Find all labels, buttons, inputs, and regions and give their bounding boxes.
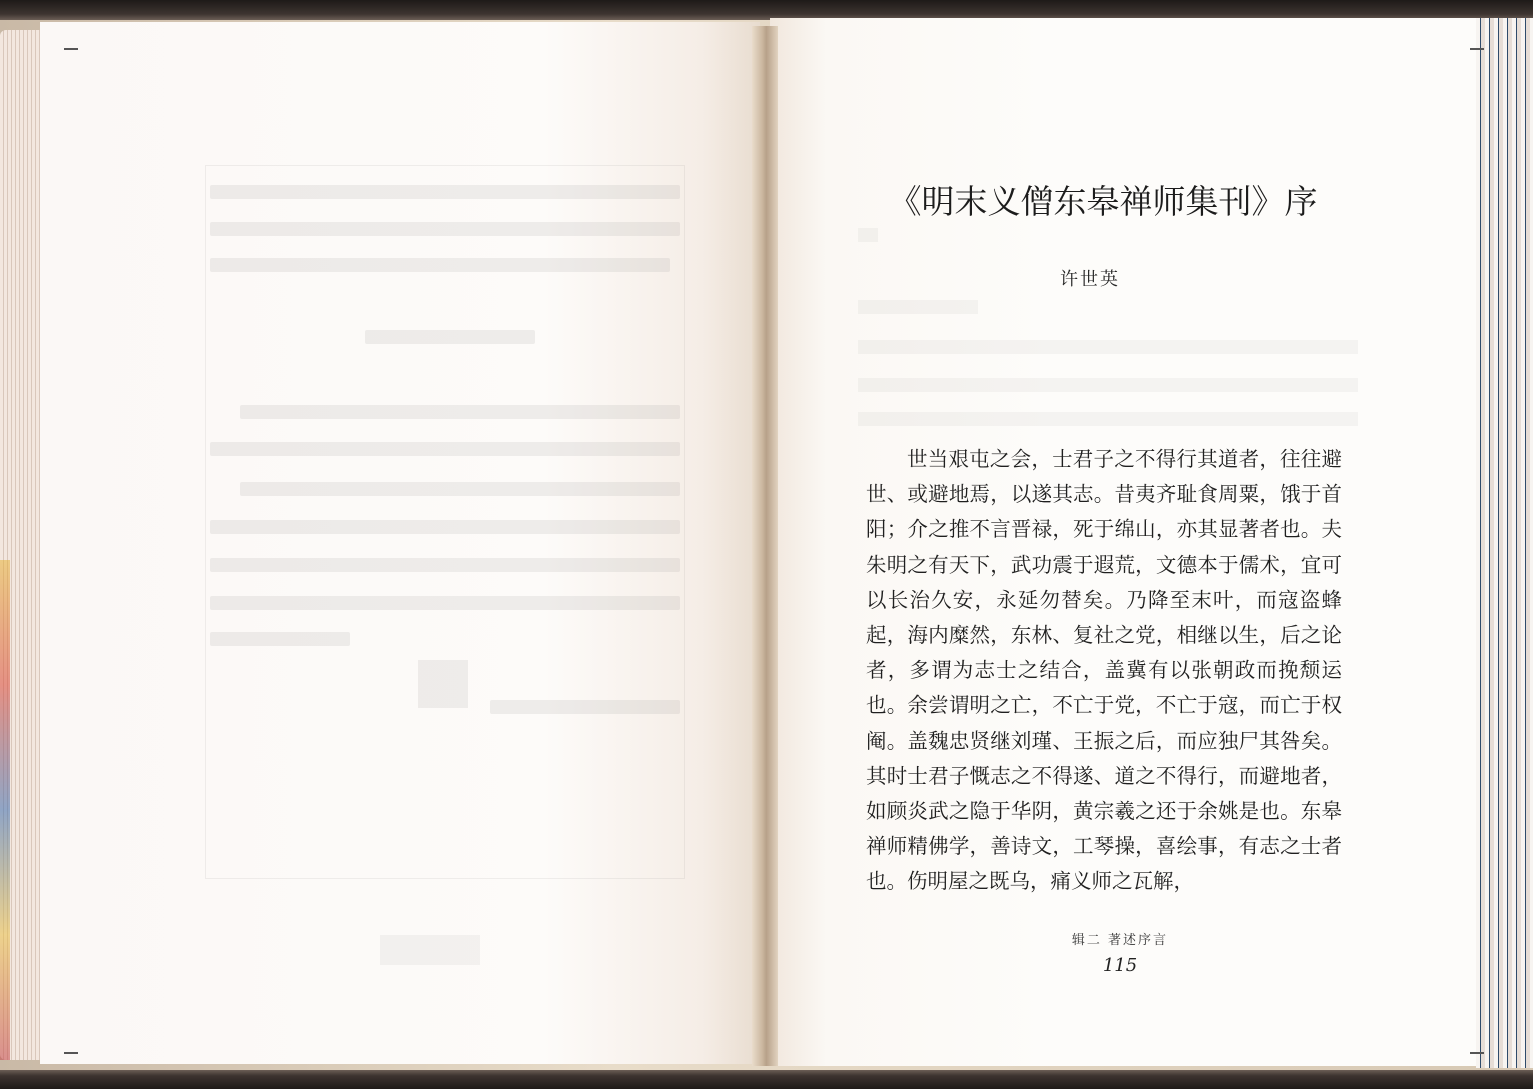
crop-mark <box>1470 1052 1484 1054</box>
right-page-stack <box>1476 18 1533 1068</box>
show-through-line <box>240 482 680 496</box>
show-through-line <box>210 185 680 199</box>
show-through-line <box>858 378 1358 392</box>
crop-mark <box>64 48 78 50</box>
show-through-line <box>210 520 680 534</box>
running-head: 辑二 著述序言 <box>1071 933 1169 948</box>
show-through-line <box>858 300 978 314</box>
page-number: 115 <box>1102 955 1138 976</box>
show-through-line <box>210 632 350 646</box>
show-through-line <box>858 340 1358 354</box>
preface-body-text: 世当艰屯之会，士君子之不得行其道者，往往避世、或避地焉，以遂其志。昔夷齐耻食周粟，饿于首阳；介之推不言晋禄，死于绵山，亦其显著者也。夫朱明之有天下，武功震于遐荒，文德本于儒术，宜可以长治久安，永延勿替矣。乃降至末叶，而寇盗蜂起，海内糜然，东林、复社之党，相继以生，后之论者，多谓为志士之结合，盖冀有以张朝政而挽颓运也。余尝谓明之亡，不亡于党，不亡于寇，而亡于权阉。盖魏忠贤继刘瑾、王振之后，而应独尸其咎矣。其时士君子慨志之不得遂、道之不得行，而避地者，如顾炎武之隐于华阴，黄宗羲之还于余姚是也。东皋禅师精佛学，善诗文，工琴操，喜绘事，有志之士者也。伤明屋之既乌，痛义师之瓦解， <box>866 447 1342 894</box>
show-through-folio <box>380 935 480 965</box>
preface-title: 《明末义僧东皋禅师集刊》序 <box>888 182 1318 221</box>
show-through-line <box>490 700 680 714</box>
scanner-edge-top <box>0 0 1533 20</box>
show-through-line <box>858 412 1358 426</box>
show-through-seal <box>418 660 468 708</box>
show-through-line <box>240 405 680 419</box>
show-through-line <box>365 330 535 344</box>
show-through-line <box>210 222 680 236</box>
crop-mark <box>64 1052 78 1054</box>
show-through-line <box>210 442 680 456</box>
left-edge-color-strip <box>0 560 10 1060</box>
author-name: 许世英 <box>1060 269 1120 290</box>
show-through-line <box>858 228 878 242</box>
crop-mark <box>1470 48 1484 50</box>
show-through-line <box>210 596 680 610</box>
book-gutter <box>752 26 778 1066</box>
show-through-line <box>210 258 670 272</box>
scanner-edge-bottom <box>0 1070 1533 1089</box>
show-through-line <box>210 558 680 572</box>
